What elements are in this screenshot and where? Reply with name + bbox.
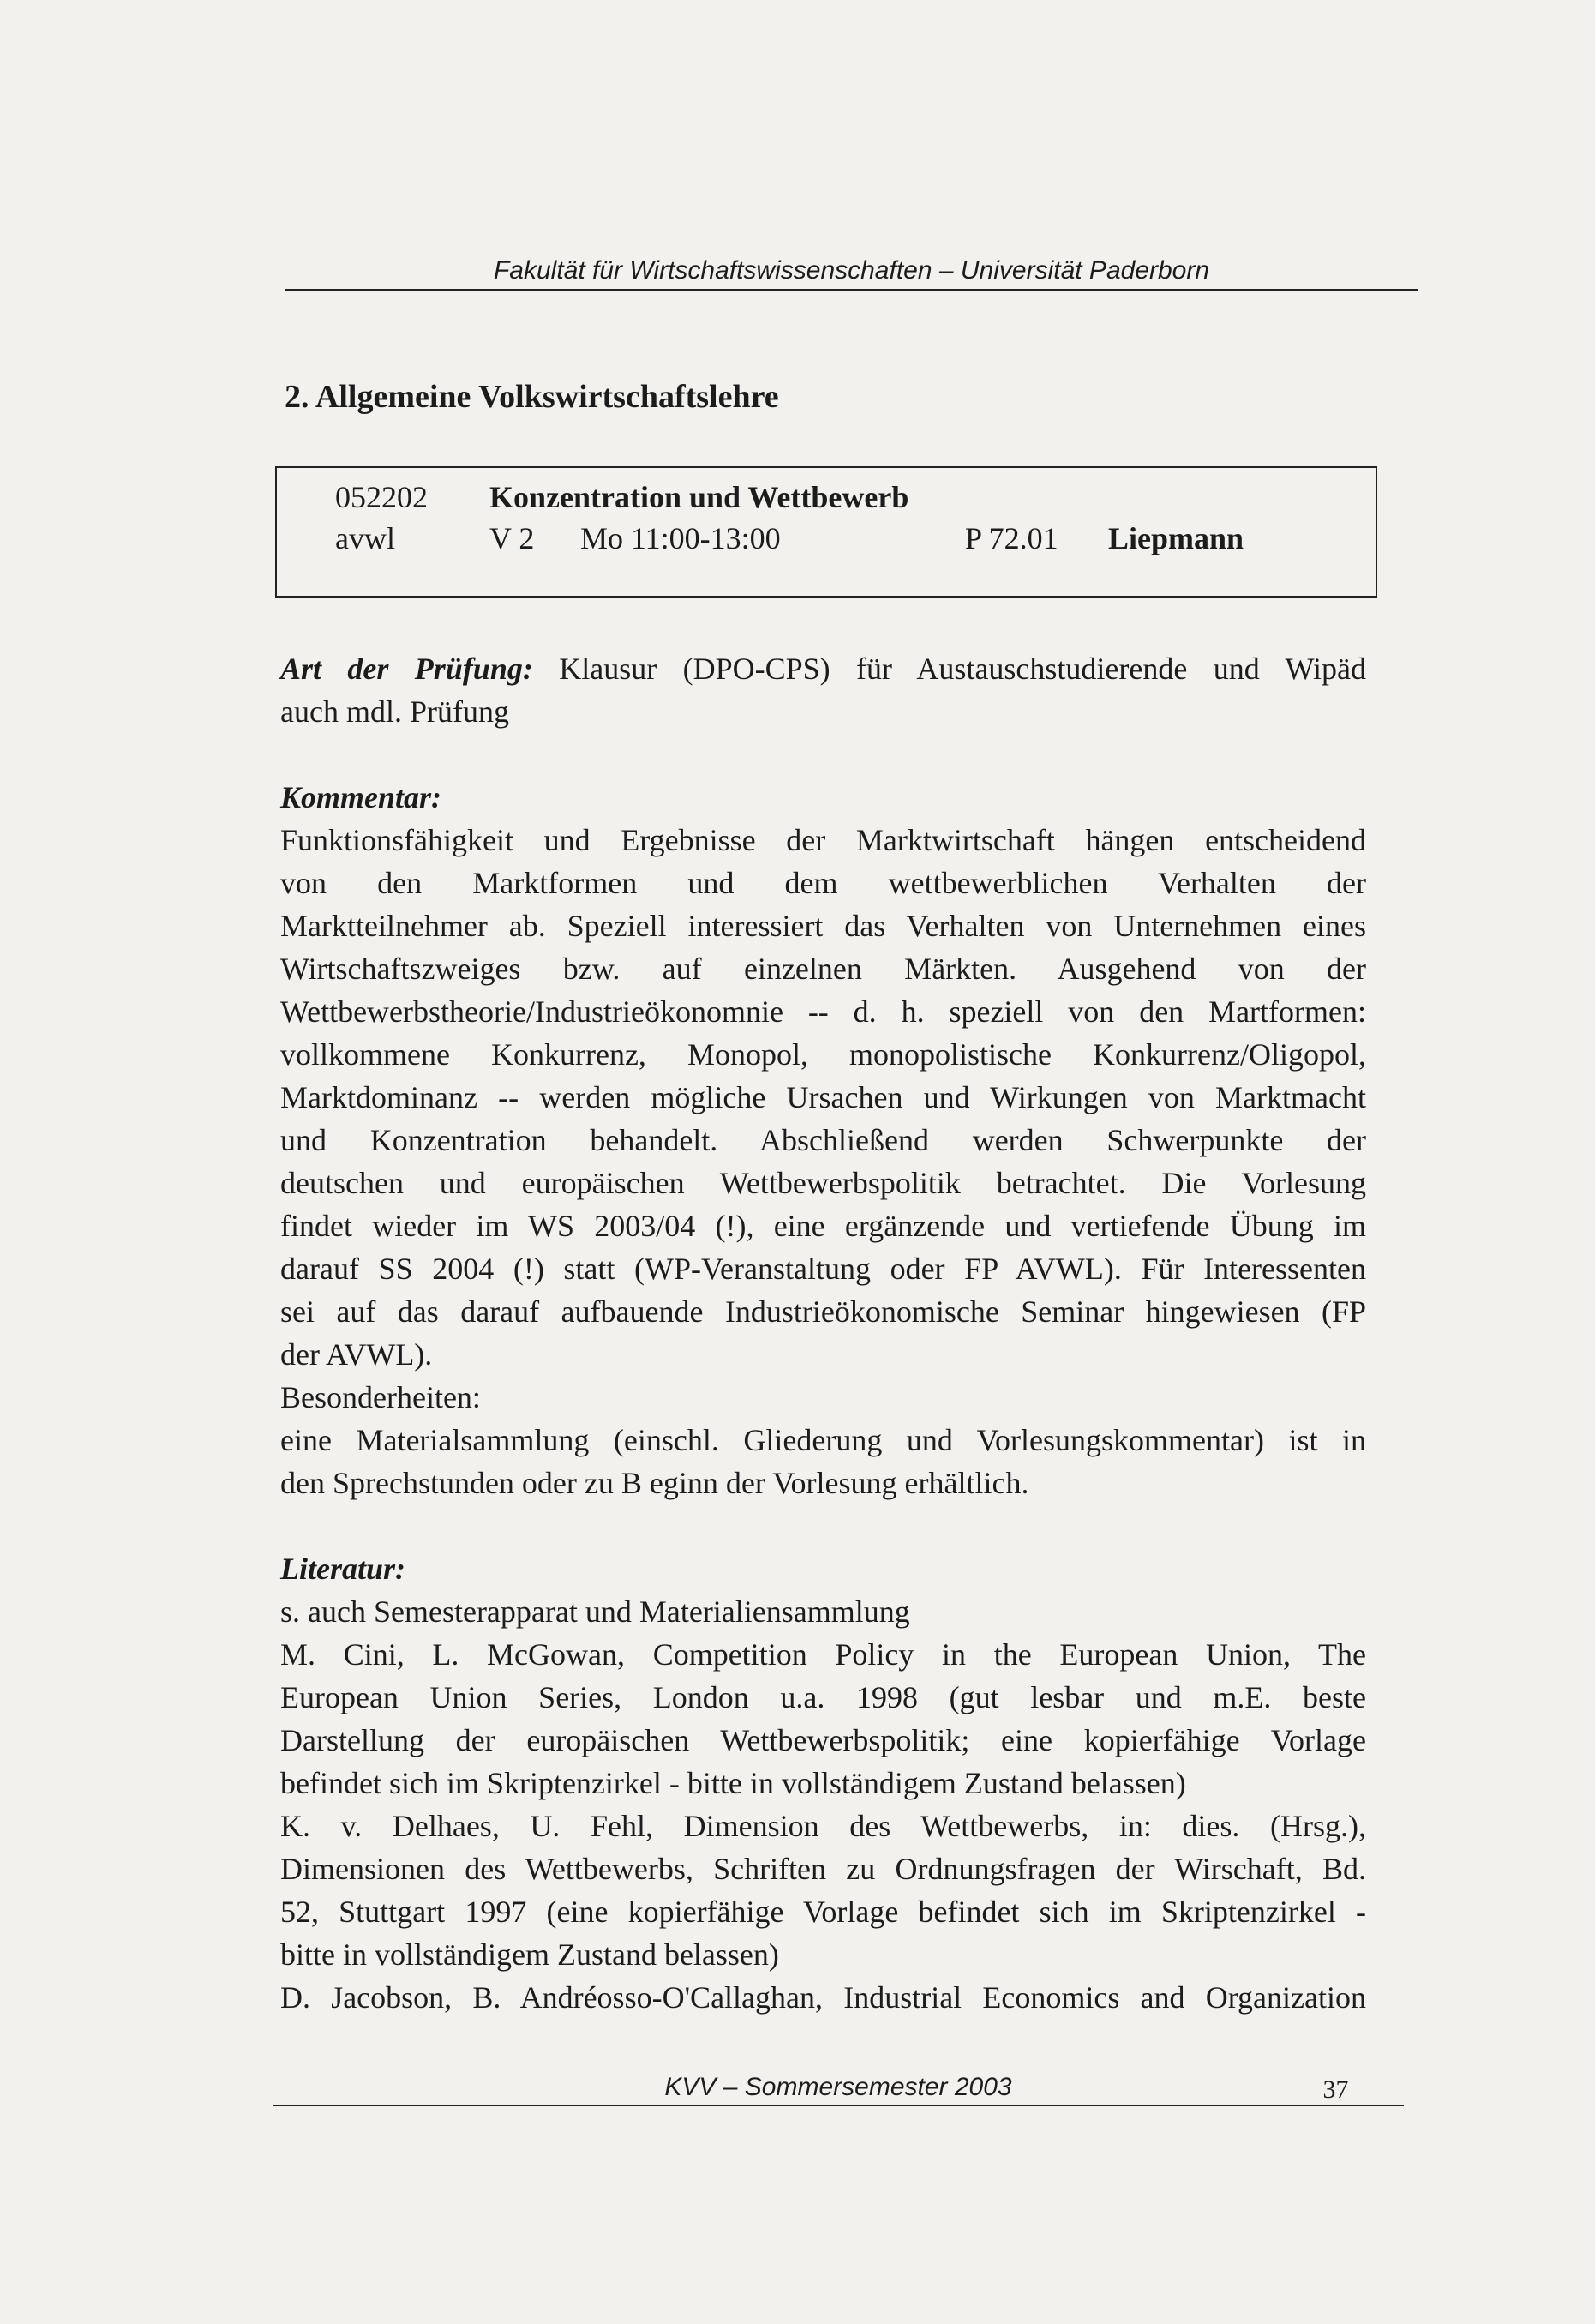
- comment-line: Funktionsfähigkeit und Ergebnisse der Marktwirtschaft hängen entscheidend: [280, 823, 1366, 857]
- literature-line: European Union Series, London u.a. 1998 (gut lesbar und m.E. beste: [280, 1680, 1366, 1714]
- comment-line: deutschen und europäischen Wettbewerbspolitik betrachtet. Die Vorlesung: [280, 1166, 1366, 1200]
- comment-line: Wettbewerbstheorie/Industrieökonomnie -- d. h. speziell von den Martformen:: [280, 994, 1366, 1029]
- section-title: 2. Allgemeine Volkswirtschaftslehre: [285, 379, 779, 415]
- comment-line: Wirtschaftszweiges bzw. auf einzelnen Märkten. Ausgehend von der: [280, 952, 1366, 986]
- exam-line-1: Art der Prüfung: Klausur (DPO-CPS) für Austauschstudierende und Wipäd: [280, 652, 1366, 686]
- exam-label: Art der Prüfung:: [280, 652, 533, 686]
- comment-line: Marktdominanz -- werden mögliche Ursachen und Wirkungen von Marktmacht: [280, 1080, 1366, 1114]
- running-header: Fakultät für Wirtschaftswissenschaften – Universität Paderborn: [493, 256, 1210, 285]
- comment-line: sei auf das darauf aufbauende Industrieökonomische Seminar hingewiesen (FP: [280, 1294, 1366, 1329]
- page-number: 37: [1322, 2075, 1349, 2104]
- footer-rule: [273, 2105, 1404, 2106]
- comment-line: von den Marktformen und dem wettbewerblichen Verhalten der: [280, 866, 1366, 900]
- comment-line: vollkommene Konkurrenz, Monopol, monopolistische Konkurrenz/Oligopol,: [280, 1037, 1366, 1072]
- literature-line: s. auch Semesterapparat und Materialiensammlung: [280, 1594, 910, 1629]
- course-title: Konzentration und Wettbewerb: [489, 480, 909, 514]
- header-rule: [285, 289, 1418, 291]
- literature-line: 52, Stuttgart 1997 (eine kopierfähige Vorlage befindet sich im Skriptenzirkel -: [280, 1895, 1366, 1929]
- course-type: V 2: [489, 521, 535, 555]
- literature-section: [280, 1547, 1366, 2019]
- course-room: P 72.01: [965, 521, 1058, 555]
- comment-label: Kommentar:: [280, 780, 442, 814]
- special-line: den Sprechstunden oder zu B eginn der Vorlesung erhältlich.: [280, 1466, 1029, 1500]
- exam-line-2: auch mdl. Prüfung: [280, 694, 509, 729]
- literature-line: bitte in vollständigem Zustand belassen): [280, 1937, 779, 1972]
- literature-line: befindet sich im Skriptenzirkel - bitte in vollständigem Zustand belassen): [280, 1766, 1186, 1800]
- literature-line: Darstellung der europäischen Wettbewerbspolitik; eine kopierfähige Vorlage: [280, 1723, 1366, 1757]
- literature-line: K. v. Delhaes, U. Fehl, Dimension des Wettbewerbs, in: dies. (Hrsg.),: [280, 1809, 1366, 1843]
- exam-section: [280, 647, 1366, 733]
- course-area: avwl: [335, 521, 395, 555]
- course-lecturer: Liepmann: [1108, 521, 1244, 555]
- comment-line: und Konzentration behandelt. Abschließend werden Schwerpunkte der: [280, 1123, 1366, 1157]
- course-box: [275, 466, 1377, 598]
- special-line: eine Materialsammlung (einschl. Gliederung und Vorlesungskommentar) ist in: [280, 1423, 1366, 1457]
- comment-line: darauf SS 2004 (!) statt (WP-Veranstaltung oder FP AVWL). Für Interessenten: [280, 1252, 1366, 1286]
- running-footer: KVV – Sommersemester 2003: [664, 2073, 1012, 2101]
- special-label: Besonderheiten:: [280, 1380, 481, 1414]
- course-number: 052202: [335, 480, 428, 514]
- literature-label: Literatur:: [280, 1552, 406, 1586]
- comment-line: der AVWL).: [280, 1337, 433, 1372]
- literature-line: Dimensionen des Wettbewerbs, Schriften zu Ordnungsfragen der Wirschaft, Bd.: [280, 1852, 1366, 1886]
- comment-line: findet wieder im WS 2003/04 (!), eine ergänzende und vertiefende Übung im: [280, 1209, 1366, 1243]
- comment-section: [280, 776, 1366, 1504]
- literature-line: M. Cini, L. McGowan, Competition Policy in the European Union, The: [280, 1637, 1366, 1672]
- literature-line: D. Jacobson, B. Andréosso-O'Callaghan, Industrial Economics and Organization: [280, 1980, 1366, 2015]
- comment-line: Marktteilnehmer ab. Speziell interessiert das Verhalten von Unternehmen eines: [280, 909, 1366, 943]
- course-time: Mo 11:00-13:00: [580, 521, 781, 555]
